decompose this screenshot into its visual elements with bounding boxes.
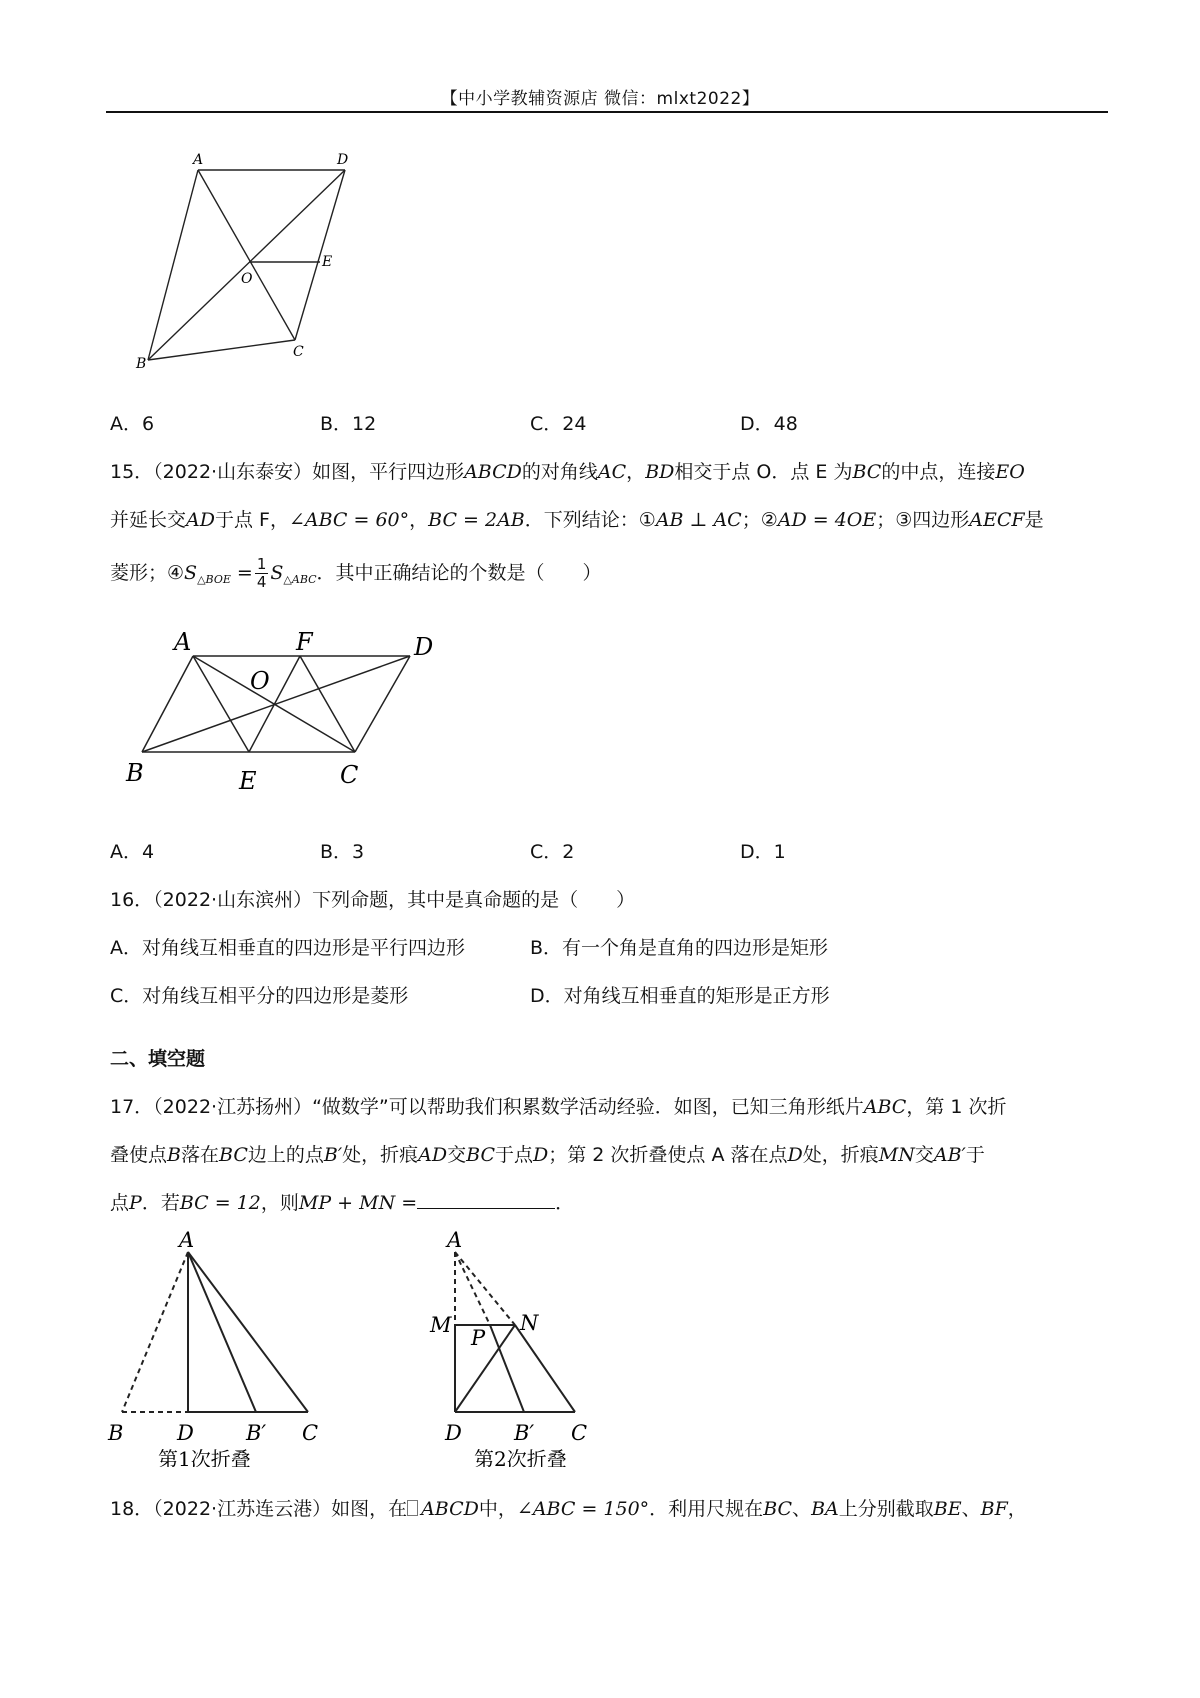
- q16-option-a[interactable]: A．对角线互相垂直的四边形是平行四边形: [110, 937, 465, 959]
- fig15-label-c: C: [340, 761, 359, 789]
- q14-option-c[interactable]: C．24: [530, 413, 587, 435]
- fig1-segment-ac: [188, 1252, 308, 1412]
- fig15-label-b: B: [126, 759, 144, 787]
- q14-option-b[interactable]: B．12: [320, 413, 377, 435]
- q15-option-a[interactable]: A．4: [110, 841, 155, 863]
- q14-option-d[interactable]: D．48: [740, 413, 798, 435]
- fig2-label-bprime: B′: [514, 1421, 535, 1445]
- q15-stem-line3: 菱形；$④S_{\triangle BOE}$ = $\frac{1}{4}$ $S_{\triangle ABC}$．其中正确结论的个数是（ ）: [110, 555, 602, 591]
- fig1-label-d: D: [177, 1421, 194, 1445]
- section-fill-in-blank-title: 二、填空题: [110, 1048, 206, 1070]
- fold-figure-2: [425, 1222, 600, 1467]
- fig15-label-e: E: [239, 767, 257, 795]
- fig1-segment-abprime: [188, 1252, 256, 1412]
- q16-option-c[interactable]: C．对角线互相平分的四边形是菱形: [110, 985, 409, 1007]
- fig15-label-d: D: [414, 633, 434, 661]
- q15-option-d[interactable]: D．1: [740, 841, 786, 863]
- fig2-segment-nc: [515, 1325, 575, 1412]
- q17-stem-line3: 点P．若BC = 12，则MP + MN = ．: [110, 1192, 575, 1214]
- fig2-label-c: C: [571, 1421, 588, 1445]
- page-header: 【中小学教辅资源店 微信：mlxt2022】: [440, 89, 760, 109]
- fig15-segment-ae: [193, 656, 249, 752]
- fold-figure-1: [105, 1222, 350, 1467]
- fig1-segment-ab: [122, 1252, 188, 1412]
- q15-stem-line2: 并延长交AD于点 F，∠ABC = 60°，BC = 2AB．下列结论：①AB ⊥ AC；②AD = 4OE；③四边形AECF是: [110, 509, 1044, 531]
- parallelogram-figure-q14: [130, 150, 370, 375]
- fig1-label-bprime: B′: [246, 1421, 267, 1445]
- q15-option-b[interactable]: B．3: [320, 841, 365, 863]
- q14-option-a[interactable]: A．6: [110, 413, 155, 435]
- fig14-diagonal-bd: [148, 170, 345, 360]
- fig15-label-f: F: [296, 628, 313, 656]
- q15-stem-line1: 15．（2022·山东泰安）如图，平行四边形ABCD的对角线AC，BD相交于点 O．点 E 为BC的中点，连接EO: [110, 461, 1025, 483]
- fig15-label-a: A: [174, 628, 192, 656]
- fig15-label-o: O: [250, 667, 270, 695]
- fig14-label-a: A: [193, 152, 204, 168]
- fig14-side-ab: [148, 170, 198, 360]
- q18-stem-line1: 18．（2022·江苏连云港）如图，在 ABCD中，∠ABC = 150°．利用尺规在BC、BA上分别截取BE、BF，: [110, 1498, 1027, 1520]
- fig14-side-bc: [148, 340, 295, 360]
- fig15-diagonal-bd: [142, 656, 410, 752]
- fig2-label-m: M: [430, 1313, 452, 1337]
- fig14-label-c: C: [293, 344, 304, 360]
- fig1-label-b: B: [108, 1421, 124, 1445]
- fig2-label-a: A: [447, 1228, 463, 1252]
- parallelogram-symbol-icon: [407, 1500, 418, 1516]
- q16-option-b[interactable]: B．有一个角是直角的四边形是矩形: [530, 937, 829, 959]
- fig2-label-p: P: [471, 1326, 486, 1350]
- fig14-label-e: E: [322, 254, 333, 270]
- q15-fraction: $\frac{1}{4}$: [256, 555, 267, 591]
- fig14-label-o: O: [241, 271, 253, 287]
- fig2-caption: 第2次折叠: [474, 1447, 567, 1467]
- header-rule: [106, 111, 1108, 113]
- fig14-diagonal-ac: [198, 170, 295, 340]
- fig2-label-n: N: [520, 1311, 539, 1335]
- fig2-label-d: D: [445, 1421, 462, 1445]
- fig15-side-ab: [142, 656, 193, 752]
- fig14-label-b: B: [136, 356, 147, 372]
- q16-option-d[interactable]: D．对角线互相垂直的矩形是正方形: [530, 985, 830, 1007]
- fig2-dashed-an: [455, 1252, 515, 1325]
- q17-stem-line1: 17．（2022·江苏扬州）“做数学”可以帮助我们积累数学活动经验．如图，已知三角形纸片ABC，第 1 次折: [110, 1096, 1007, 1118]
- q17-stem-line2: 叠使点B落在BC边上的点B′处，折痕AD交BC于点D；第 2 次折叠使点 A 落在点D处，折痕MN交AB′于: [110, 1144, 985, 1166]
- q16-stem: 16．（2022·山东滨州）下列命题，其中是真命题的是（ ）: [110, 889, 636, 911]
- fig15-side-dc: [355, 656, 410, 752]
- fig15-segment-fc: [300, 656, 355, 752]
- q15-option-c[interactable]: C．2: [530, 841, 575, 863]
- fig1-label-c: C: [302, 1421, 319, 1445]
- fig1-label-a: A: [179, 1228, 195, 1252]
- parallelogram-figure-q15: [120, 625, 440, 795]
- fig14-side-dc: [295, 170, 345, 340]
- fig1-caption: 第1次折叠: [158, 1447, 251, 1467]
- answer-blank[interactable]: [417, 1190, 555, 1209]
- fig14-label-d: D: [337, 152, 349, 168]
